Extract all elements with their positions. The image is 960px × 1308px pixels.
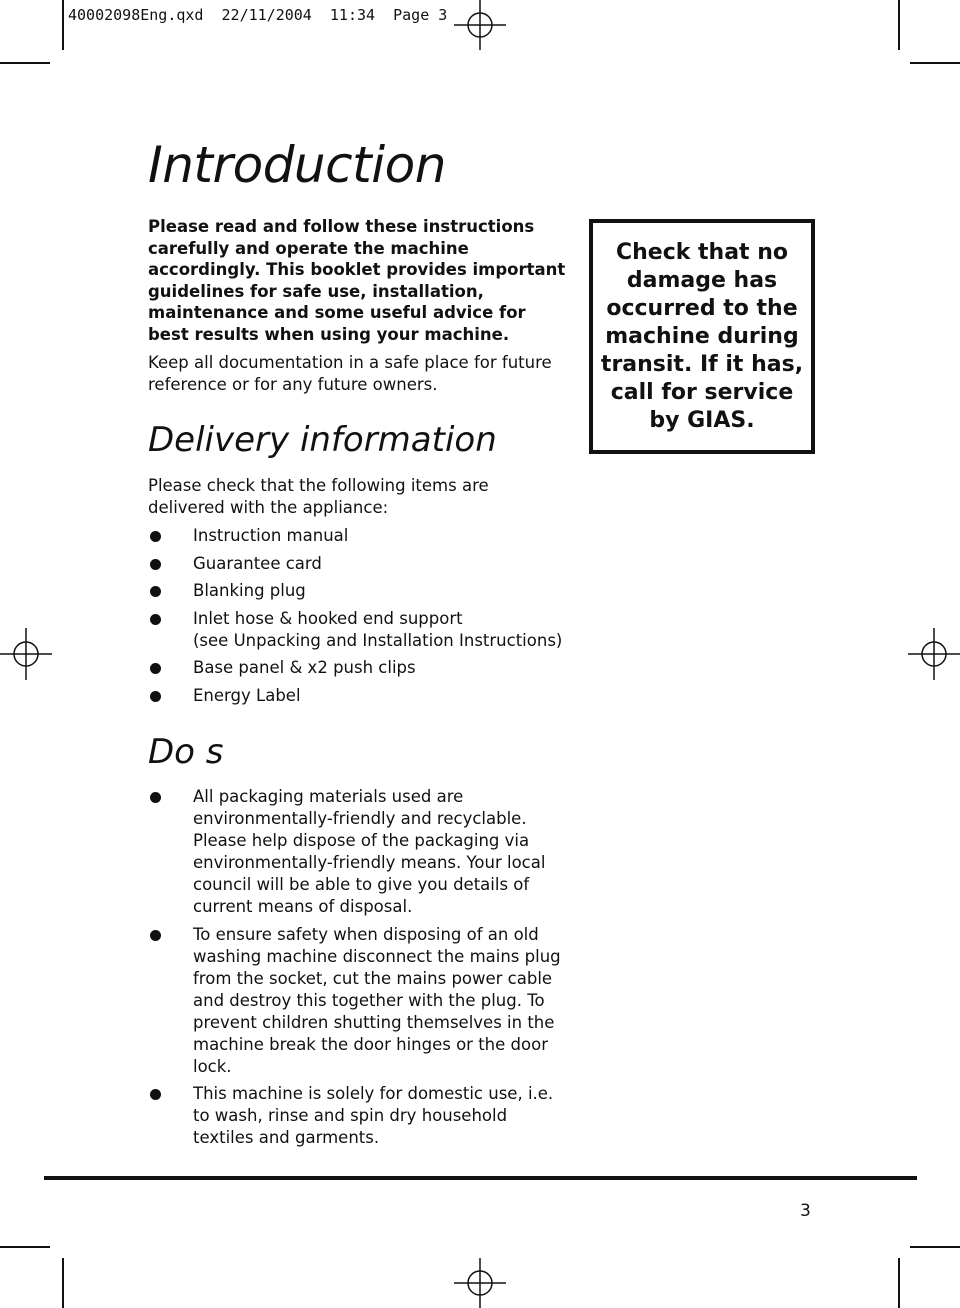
callout-line: by GIAS. xyxy=(649,407,755,433)
intro-keep-documentation-paragraph: Keep all documentation in a safe place for future reference or for any future owners. xyxy=(148,353,552,394)
page-title: Introduction xyxy=(148,136,446,194)
bullet-icon xyxy=(150,586,161,597)
list-item-text: Instruction manual xyxy=(193,526,349,545)
callout-line: call for service xyxy=(610,379,794,405)
list-item xyxy=(148,657,562,679)
registration-mark-left xyxy=(0,628,52,680)
crop-mark-top-left-v xyxy=(62,0,64,50)
delivery-intro-paragraph: Please check that the following items are delivered with the appliance: xyxy=(148,476,489,517)
list-item-text: Energy Label xyxy=(193,685,301,705)
callout-line: Check that no xyxy=(615,239,789,265)
list-item-text: Base panel & x2 push clips xyxy=(193,658,416,677)
list-item xyxy=(148,924,568,1078)
list-item-text: Blanking plug xyxy=(193,581,306,600)
footer-rule xyxy=(44,1176,917,1180)
slug-line xyxy=(68,6,447,24)
callout-line: damage has xyxy=(626,267,778,293)
crop-mark-bottom-left-v xyxy=(62,1258,64,1308)
callout-line: machine during xyxy=(605,323,799,349)
crop-mark-top-left-h xyxy=(0,62,50,64)
list-item xyxy=(148,685,562,707)
bullet-icon xyxy=(150,691,161,702)
crop-mark-bottom-right-v xyxy=(898,1258,900,1308)
registration-mark-right xyxy=(908,628,960,680)
list-item-text: All packaging materials used are environmentally-friendly and recyclable. Please help dispose of the packaging via environmentally-friendly means. Your local council will be able to give you details of current means of disposal. xyxy=(193,787,546,916)
list-item-text: Inlet hose & hooked end support xyxy=(193,608,463,628)
crop-mark-top-right-v xyxy=(898,0,900,50)
bullet-icon xyxy=(150,559,161,570)
crop-mark-top-right-h xyxy=(910,62,960,64)
bullet-icon xyxy=(150,930,161,941)
bullet-icon xyxy=(150,531,161,542)
list-item-text: This machine is solely for domestic use, i.e. to wash, rinse and spin dry household textiles and garments. xyxy=(193,1084,554,1147)
list-item xyxy=(148,608,562,652)
callout-text xyxy=(601,239,803,435)
delivery-heading: Delivery information xyxy=(148,420,497,460)
callout-line: transit. If it has, xyxy=(600,351,804,377)
intro-bold-paragraph: Please read and follow these instructions carefully and operate the machine accordingly. This booklet provides important guidelines for safe use, installation, maintenance and some useful advice for best results when using your machine. xyxy=(148,217,566,344)
delivery-items-list xyxy=(148,525,562,712)
dos-list xyxy=(148,786,568,1155)
list-item-note: (see Unpacking and Installation Instructions) xyxy=(193,630,563,650)
slug-page: Page 3 xyxy=(393,6,448,24)
page-number: 3 xyxy=(800,1201,811,1221)
slug-date: 22/11/2004 xyxy=(221,6,312,24)
list-item xyxy=(148,525,562,547)
transit-damage-callout-box xyxy=(589,219,815,454)
list-item xyxy=(148,553,562,575)
crop-mark-bottom-left-h xyxy=(0,1246,50,1248)
crop-mark-bottom-right-h xyxy=(910,1246,960,1248)
bullet-icon xyxy=(150,614,161,625)
bullet-icon xyxy=(150,663,161,674)
dos-heading: Do s xyxy=(148,732,224,772)
list-item-text: To ensure safety when disposing of an old washing machine disconnect the mains plug from the socket, cut the mains power cable and destroy this together with the plug. To prevent children shutting themselves in the machine break the door hinges or the door lock. xyxy=(193,924,561,1076)
list-item xyxy=(148,1083,568,1149)
list-item-text: Guarantee card xyxy=(193,553,322,573)
slug-filename: 40002098Eng.qxd xyxy=(68,6,204,24)
list-item xyxy=(148,786,568,918)
registration-mark-top xyxy=(454,0,506,50)
slug-time: 11:34 xyxy=(329,6,376,24)
registration-mark-bottom xyxy=(454,1258,506,1308)
bullet-icon xyxy=(150,792,161,803)
list-item xyxy=(148,580,562,602)
callout-line: occurred to the xyxy=(606,295,798,321)
bullet-icon xyxy=(150,1089,161,1100)
